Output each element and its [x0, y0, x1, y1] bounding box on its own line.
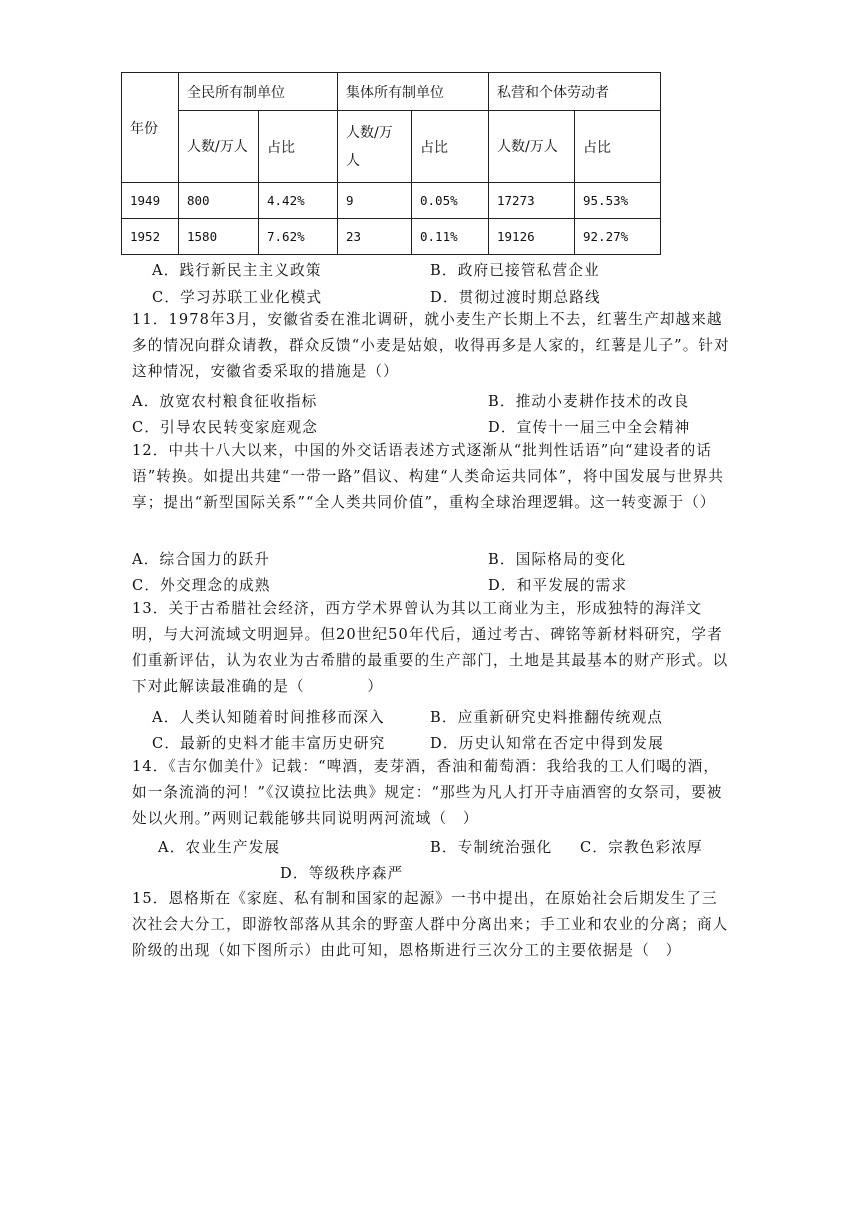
q11-option-c: C．引导农民转变家庭观念 [132, 419, 319, 436]
q13-stem: 13．关于古希腊社会经济，西方学术界曾认为其以工商业为主，形成独特的海洋文明，与大河流域文明迥异。但20世纪50年代后，通过考古、碑铭等新材料研究，学者们重新评估，认为农业为古希腊的最重要的生产部门，土地是其最基本的财产形式。以下对此解读最准确的是（ ） [132, 600, 729, 695]
q14-option-c: C．宗教色彩浓厚 [580, 839, 703, 856]
cell: 23 [338, 219, 412, 255]
table-row [122, 183, 661, 219]
q13-option-c: C．最新的史料才能丰富历史研究 [152, 735, 386, 752]
q10-option-d: D．贯彻过渡时期总路线 [430, 289, 601, 306]
sub-header-share: 占比 [412, 111, 489, 183]
cell: 0.11% [412, 219, 489, 255]
cell: 7.62% [259, 219, 338, 255]
sub-header-count: 人数/万人 [489, 111, 575, 183]
q11-option-d: D．宣传十一届三中全会精神 [488, 419, 691, 436]
cell-year: 1949 [122, 183, 179, 219]
q11-option-b: B．推动小麦耕作技术的改良 [488, 393, 690, 410]
cell-year: 1952 [122, 219, 179, 255]
group-header-private: 私营和个体劳动者 [489, 73, 661, 111]
q13-option-a: A．人类认知随着时间推移而深入 [152, 709, 385, 726]
sub-header-share: 占比 [259, 111, 338, 183]
q14-stem: 14．《吉尔伽美什》记载：“啤酒，麦芽酒，香油和葡萄酒：我给我的工人们喝的酒，如一条流淌的河！”《汉谟拉比法典》规定：“那些为凡人打开寺庙酒窖的女祭司，要被处以火刑。”两则记载能够共同说明两河流域（ ） [132, 758, 723, 827]
cell: 92.27% [575, 219, 661, 255]
cell: 0.05% [412, 183, 489, 219]
cell: 17273 [489, 183, 575, 219]
q12-option-a: A．综合国力的跃升 [132, 551, 271, 568]
q13-option-b: B．应重新研究史料推翻传统观点 [430, 709, 664, 726]
cell: 95.53% [575, 183, 661, 219]
q12-option-d: D．和平发展的需求 [488, 577, 628, 594]
cell: 9 [338, 183, 412, 219]
year-header: 年份 [122, 73, 179, 183]
q12-option-b: B．国际格局的变化 [488, 551, 627, 568]
q10-option-c: C．学习苏联工业化模式 [152, 289, 323, 306]
q14-option-b: B．专制统治强化 [430, 839, 553, 856]
q15-stem: 15．恩格斯在《家庭、私有制和国家的起源》一书中提出，在原始社会后期发生了三次社会大分工，即游牧部落从其余的野蛮人群中分离出来；手工业和农业的分离；商人阶级的出现（如下图所示）由此可知，恩格斯进行三次分工的主要依据是（ ） [132, 890, 729, 959]
group-header-state: 全民所有制单位 [179, 73, 338, 111]
sub-header-count: 人数/万人 [338, 111, 412, 183]
cell: 4.42% [259, 183, 338, 219]
q11-stem: 11．1978年3月，安徽省委在淮北调研，就小麦生产长期上不去，红薯生产却越来越多的情况向群众请教，群众反馈“小麦是姑娘，收得再多是人家的，红薯是儿子”。针对这种情况，安徽省委采取的措施是（） [132, 311, 730, 380]
cell: 1580 [179, 219, 259, 255]
table-row [122, 219, 661, 255]
q10-option-b: B．政府已接管私营企业 [430, 262, 600, 279]
cell: 800 [179, 183, 259, 219]
q11-option-a: A．放宽农村粮食征收指标 [132, 393, 318, 410]
q10-option-a: A．践行新民主主义政策 [152, 262, 322, 279]
q12-stem: 12．中共十八大以来，中国的外交话语表述方式逐渐从“批判性话语”向“建设者的话语”转换。如提出共建“一带一路”倡议、构建“人类命运共同体”，将中国发展与世界共享；提出“新型国际关系”“全人类共同价值”，重构全球治理逻辑。这一转变源于（） [132, 442, 725, 511]
q14-option-d: D．等级秩序森严 [280, 865, 404, 882]
q12-option-c: C．外交理念的成熟 [132, 577, 271, 594]
sub-header-share: 占比 [575, 111, 661, 183]
sub-header-count: 人数/万人 [179, 111, 259, 183]
cell: 19126 [489, 219, 575, 255]
q14-option-a: A．农业生产发展 [158, 839, 281, 856]
q13-option-d: D．历史认知常在否定中得到发展 [430, 735, 665, 752]
employment-table [121, 72, 661, 255]
group-header-collective: 集体所有制单位 [338, 73, 489, 111]
